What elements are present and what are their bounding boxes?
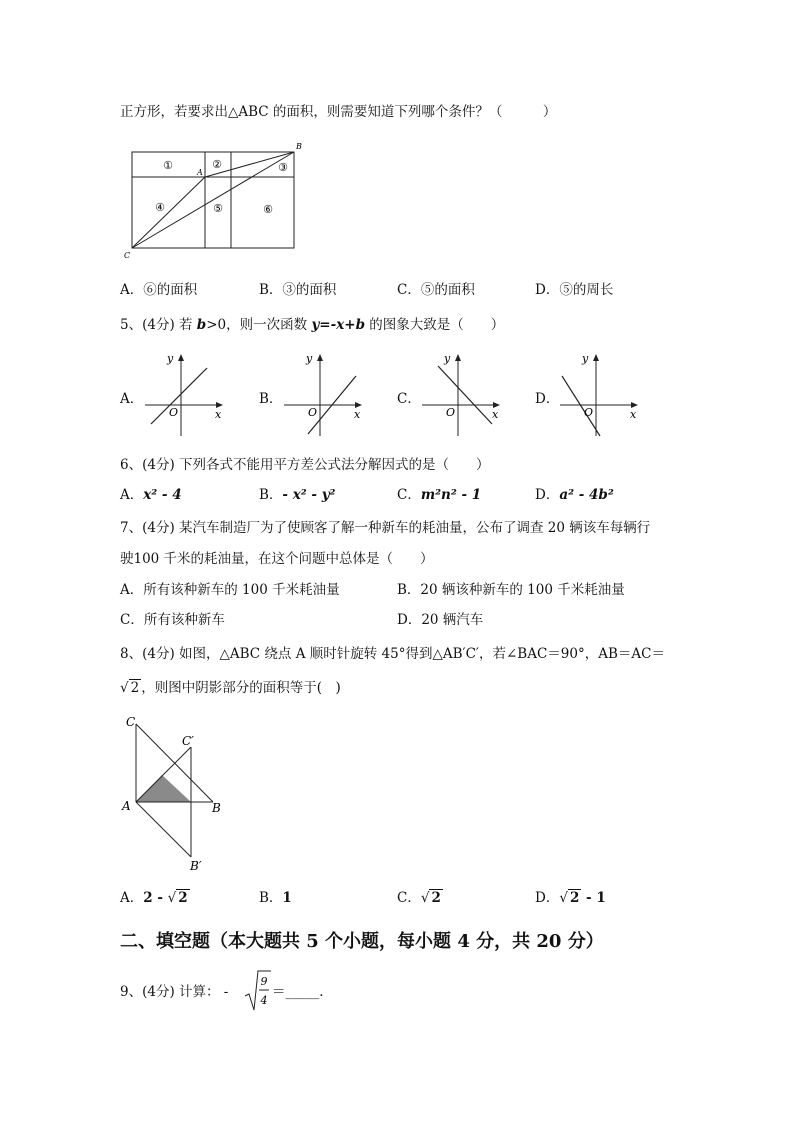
svg-text:O: O [169, 406, 179, 419]
svg-text:y: y [582, 352, 589, 365]
q9-sqrt-fraction [244, 968, 272, 1014]
q5-option-c-letter: C． [397, 391, 421, 407]
region-4-label: ④ [155, 201, 165, 214]
q7-option-b: B．20 辆该种新车的 100 千米耗油量 [397, 582, 625, 598]
point-a-label: A [122, 799, 131, 813]
q8-figure [118, 712, 230, 878]
q7-line-1: 7、(4分) 某汽车制造厂为了使顾客了解一种新车的耗油量，公布了调查 20 辆该车每辆行 [120, 520, 651, 536]
point-c-label: C [126, 715, 136, 729]
q5-option-d-letter: D． [535, 391, 560, 407]
q4-figure [120, 138, 310, 263]
svg-text:y: y [444, 352, 451, 365]
sqrt-symbol: √ 2 [120, 680, 140, 696]
region-6-label: ⑥ [263, 203, 273, 216]
q8-option-d: D．√ 2 - 1 [535, 890, 606, 906]
svg-text:y: y [167, 352, 174, 365]
q4-option-b: B．③的面积 [259, 282, 337, 298]
svg-text:9: 9 [260, 975, 268, 988]
svg-text:x: x [215, 408, 222, 421]
q7-option-a: A．所有该种新车的 100 千米耗油量 [120, 582, 340, 598]
svg-text:O: O [584, 406, 594, 419]
q9-stem: 9、(4分) 计算： - [120, 984, 229, 1000]
q4-option-d: D．⑤的周长 [535, 282, 614, 298]
point-b-label: B [296, 142, 302, 151]
q4-option-c: C．⑤的面积 [397, 282, 475, 298]
q5-graph-c [420, 352, 502, 438]
q5-stem: 5、(4分) 若 b>0，则一次函数 y=-x+b 的图象大致是（ ） [120, 317, 505, 333]
point-b-prime-label: B′ [190, 859, 202, 873]
svg-text:x: x [354, 408, 361, 421]
q4-stem: 正方形，若要求出△ABC 的面积，则需要知道下列哪个条件？（ ） [120, 104, 557, 120]
region-5-label: ⑤ [213, 202, 223, 215]
region-1-label: ① [163, 159, 173, 172]
q5-graph-d [558, 352, 640, 438]
q8-line-1: 8、(4分) 如图，△ABC 绕点 A 顺时针旋转 45°得到△AB′C′，若∠BAC＝90°，AB＝AC＝ [120, 646, 665, 662]
svg-text:O: O [308, 406, 318, 419]
q8-option-b: B．1 [259, 890, 292, 906]
q5-graph-a [143, 352, 225, 438]
q6-option-d: D．a² - 4b² [535, 487, 614, 503]
region-2-label: ② [212, 158, 222, 171]
q8-line-2: √ 2 ，则图中阴影部分的面积等于( ) [120, 680, 341, 696]
svg-text:y: y [306, 352, 313, 365]
q5-option-a-letter: A． [120, 391, 144, 407]
section-2-title: 二、填空题（本大题共 5 个小题，每小题 4 分，共 20 分） [120, 931, 604, 952]
q8-option-a: A．2 - √ 2 [120, 890, 188, 906]
svg-text:O: O [446, 406, 456, 419]
svg-text:4: 4 [260, 994, 268, 1007]
point-c-prime-label: C′ [182, 734, 194, 748]
point-c-label: C [124, 251, 131, 260]
point-b-label: B [212, 801, 221, 815]
q6-option-c: C．m²n² - 1 [397, 487, 482, 503]
q6-stem: 6、(4分) 下列各式不能用平方差公式法分解因式的是（ ） [120, 457, 490, 473]
q5-option-b-letter: B． [259, 391, 283, 407]
q4-option-a: A．⑥的面积 [120, 282, 198, 298]
q7-line-2: 驶100 千米的耗油量，在这个问题中总体是（ ） [120, 551, 434, 567]
q7-option-c: C．所有该种新车 [120, 612, 225, 628]
q8-option-c: C．√ 2 [397, 890, 441, 906]
q7-option-d: D．20 辆汽车 [397, 612, 484, 628]
point-a-label: A [197, 168, 203, 177]
svg-text:x: x [630, 408, 637, 421]
q6-option-b: B．- x² - y² [259, 487, 336, 503]
region-3-label: ③ [278, 161, 288, 174]
q5-graph-b [282, 352, 364, 438]
q9-answer-blank[interactable]: ＝_____. [272, 984, 324, 1000]
q6-option-a: A．x² - 4 [120, 487, 182, 503]
svg-text:x: x [492, 408, 499, 421]
